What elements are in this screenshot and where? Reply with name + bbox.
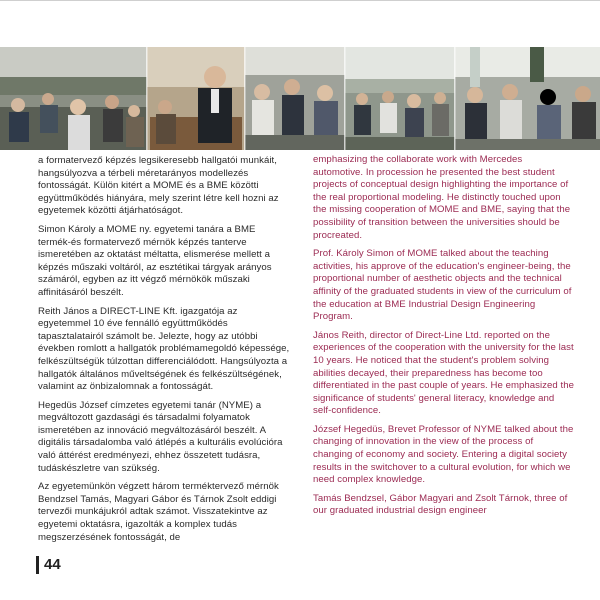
conference-photos (0, 47, 600, 150)
hungarian-text-column (38, 155, 290, 550)
paragraph: Simon Károly a MOME ny. egyetemi tanára a BME termék-és formatervező mérnök képzés tanterve ismeretében az oktatást méltatta, elismerése mellett a képzés műszaki voltáról, az esztétikai tárgyak arányos számáról, egyben az itt végző mérnökök műszaki affinitásáról beszélt. (38, 223, 272, 298)
english-text-column (313, 154, 575, 524)
paragraph: János Reith, director of Direct-Line Ltd. reported on the experiences of the cooperation with the university for the last 10 years. He noticed that the student's problem solving abilities decayed, their preparedness has become too differentiated in the past couple of years. He emphasized the significance of students' general literacy, knowledge and self-confidence. (313, 329, 574, 417)
paragraph: Prof. Károly Simon of MOME talked about the teaching activities, his approve of the education's engineer-being, the proportional number of aesthetic objects and the technical affinity of the graduated students in view of the curriculum of the education at BME Industrial Design Engineering Program. (313, 248, 572, 323)
top-rule (0, 0, 600, 1)
paragraph: Reith János a DIRECT-LINE Kft. igazgatója az egyetemmel 10 éve fennálló együttműködés tapasztalatairól számolt be. Jelezte, hogy az utóbbi években romlott a hallgatók problémamegoldó képessége, felkészültségük túlzottan differenciálódott. Hangsúlyozta a hallgatók általános műveltségének és felkészültségének, valamint az önbizalomnak a fontosságát. (38, 305, 290, 393)
paragraph: Tamás Bendzsel, Gábor Magyari and Zsolt Tárnok, three of our graduated industrial design engineer (313, 492, 568, 517)
paragraph: József Hegedüs, Brevet Professor of NYME talked about the changing of innovation in the view of the process of changing of economy and society. Entering a digital society results in the switchover to a cultural evolution, for which we need complex knowledge. (313, 423, 574, 486)
photo-audience-left (0, 47, 147, 150)
paragraph: a formatervező képzés legsikeresebb hallgatói munkáit, hangsúlyozva a térbeli méretarányos modellezés fontosságát. Külön kitért a MOME és a BME közötti együttműködés hiányára, mely szerint létre kell hozni az egyetemek közötti átjárhatóságot. (38, 155, 279, 217)
photo-speaker (147, 47, 245, 150)
paragraph: emphasizing the collaborate work with Mercedes automotive. In procession he presented the best student projects of conceptual design highlighting the importance of the real proportional modeling. He distinctly touched upon the missing cooperation of MOME and BME, saying that the possibility of transition between the universities should be procreated. (313, 154, 571, 241)
conference-photo-strip (0, 47, 600, 150)
page-number: 44 (36, 556, 61, 574)
paragraph: Hegedüs József címzetes egyetemi tanár (NYME) a megváltozott gazdasági és társadalmi folyamatok ismeretében az innováció megváltozásáról beszélt. A digitális társadalomba való átlépés a kulturális evolúcióra való áttérést eredményezi, ehhez összetett tudásra, tudáskészletre van szükség. (38, 399, 283, 474)
paragraph: Az egyetemünkön végzett három terméktervező mérnök Bendzsel Tamás, Magyari Gábor és Tárnok Zsolt eddigi tervezői munkájukról adtak számot. Visszatekintve az egyetemi oktatásra, igazolták a komplex tudás megszerzésének fontosságát, de (38, 481, 279, 543)
photo-audience-right (345, 47, 455, 150)
photo-participants (455, 47, 600, 150)
photo-audience-middle (245, 47, 345, 150)
